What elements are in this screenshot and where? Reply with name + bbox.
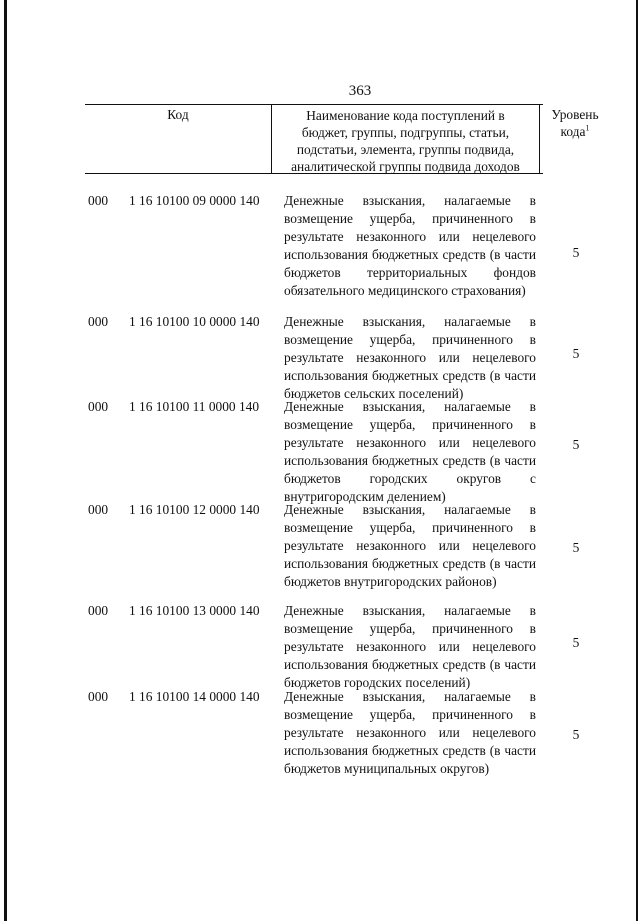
header-name-line: аналитической группы подвида доходов xyxy=(291,159,520,174)
footnote-marker: 1 xyxy=(585,123,590,133)
row-level: 5 xyxy=(572,245,580,260)
row-description: Денежные взыскания, налагаемые в возмещение ущерба, причиненного в результате незаконного или нецелевого использования бюджетных средств (в части бюджетов территориальных фондов обязательного медицинского страхования) xyxy=(284,193,536,298)
row-prefix: 000 xyxy=(88,193,109,208)
row-level: 5 xyxy=(572,540,580,555)
header-name-line: Наименование кода поступлений в xyxy=(306,108,505,123)
header-level-line2 xyxy=(540,123,610,140)
header-level-line1: Уровень xyxy=(551,107,599,122)
header-name xyxy=(272,105,540,173)
row-code: 1 16 10100 11 0000 140 xyxy=(129,399,260,414)
row-code: 1 16 10100 10 0000 140 xyxy=(129,314,260,329)
row-code: 1 16 10100 09 0000 140 xyxy=(129,193,260,208)
scan-border-right xyxy=(636,0,638,921)
row-level: 5 xyxy=(572,635,580,650)
row-description: Денежные взыскания, налагаемые в возмещение ущерба, причиненного в результате незаконного или нецелевого использования бюджетных средств (в части бюджетов сельских поселений) xyxy=(284,314,536,401)
row-prefix: 000 xyxy=(88,314,109,329)
table-header xyxy=(85,104,599,174)
row-level: 5 xyxy=(572,727,580,742)
row-prefix: 000 xyxy=(88,399,109,414)
header-level xyxy=(540,105,610,173)
row-description: Денежные взыскания, налагаемые в возмещение ущерба, причиненного в результате незаконного или нецелевого использования бюджетных средств (в части бюджетов муниципальных округов) xyxy=(284,689,536,776)
scan-border-left xyxy=(4,0,7,921)
row-description: Денежные взыскания, налагаемые в возмещение ущерба, причиненного в результате незаконного или нецелевого использования бюджетных средств (в части бюджетов внутригородских районов) xyxy=(284,502,536,589)
page-number: 363 xyxy=(348,83,372,99)
row-description: Денежные взыскания, налагаемые в возмещение ущерба, причиненного в результате незаконного или нецелевого использования бюджетных средств (в части бюджетов городских округов с внутригородским делением) xyxy=(284,399,536,504)
row-code: 1 16 10100 13 0000 140 xyxy=(129,603,260,618)
header-level-text: кода xyxy=(560,124,586,139)
header-name-line: подстатьи, элемента, группы подвида, xyxy=(296,142,515,157)
row-code: 1 16 10100 14 0000 140 xyxy=(129,689,260,704)
header-name-line: бюджет, группы, подгруппы, статьи, xyxy=(301,125,510,140)
row-level: 5 xyxy=(572,346,580,361)
row-prefix: 000 xyxy=(88,603,109,618)
header-code: Код xyxy=(85,105,272,173)
row-description: Денежные взыскания, налагаемые в возмещение ущерба, причиненного в результате незаконного или нецелевого использования бюджетных средств (в части бюджетов городских поселений) xyxy=(284,603,536,690)
row-prefix: 000 xyxy=(88,689,109,704)
row-prefix: 000 xyxy=(88,502,109,517)
row-level: 5 xyxy=(572,437,580,452)
row-code: 1 16 10100 12 0000 140 xyxy=(129,502,260,517)
